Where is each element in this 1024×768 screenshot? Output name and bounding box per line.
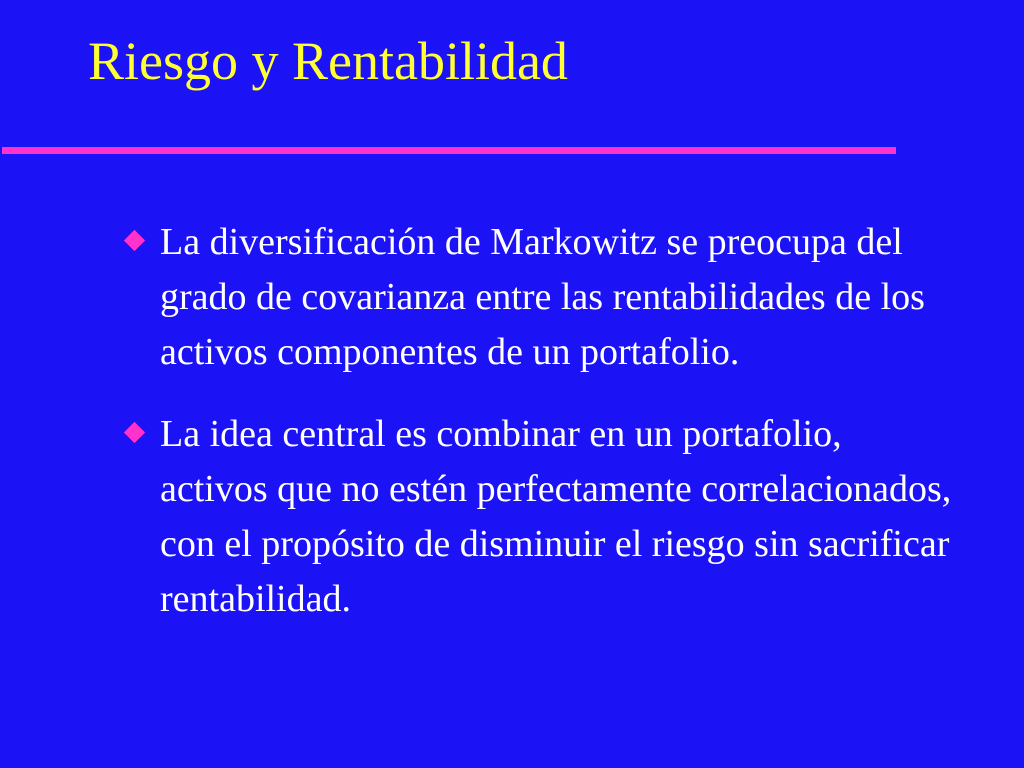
diamond-bullet-icon xyxy=(124,422,145,443)
bullet-text: La diversificación de Markowitz se preocupa del grado de covarianza entre las rentabilidades de los activos componentes de un portafolio. xyxy=(160,221,925,373)
bullet-item xyxy=(118,407,958,627)
diamond-bullet-icon xyxy=(124,230,145,251)
title-divider xyxy=(2,147,896,154)
bullet-item xyxy=(118,215,958,380)
bullet-list xyxy=(118,215,958,627)
slide-title: Riesgo y Rentabilidad xyxy=(88,31,568,91)
bullet-text: La idea central es combinar en un portafolio, activos que no estén perfectamente correlacionados, con el propósito de disminuir el riesgo sin sacrificar rentabilidad. xyxy=(160,413,952,620)
